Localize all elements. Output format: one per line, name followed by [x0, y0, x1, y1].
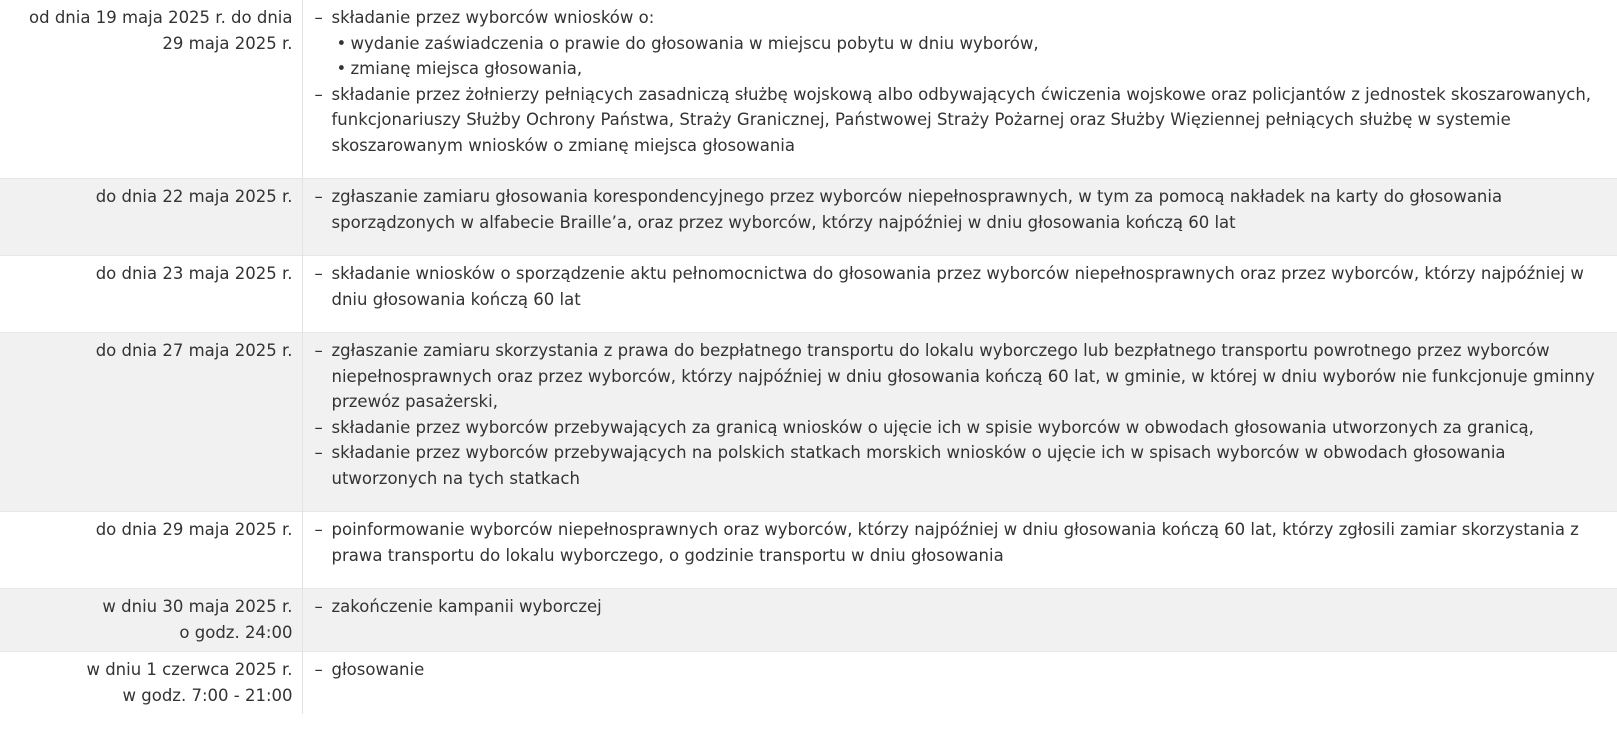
date-cell [0, 512, 302, 589]
activity-cell [302, 512, 1617, 589]
date-text: o godz. 24:00 [179, 622, 293, 642]
date-cell [0, 333, 302, 512]
activity-cell [302, 652, 1617, 715]
activity-text: głosowanie [331, 660, 425, 679]
date-text: do dnia 29 maja 2025 r. [95, 520, 293, 539]
date-cell [0, 652, 302, 715]
date-text: do dnia 27 maja 2025 r. [95, 341, 293, 360]
date-text: do dnia 22 maja 2025 r. [95, 187, 293, 206]
calendar-row [0, 589, 1617, 652]
date-cell [0, 0, 302, 179]
activity-cell [302, 589, 1617, 652]
activity-item [315, 261, 1610, 312]
activity-cell [302, 0, 1617, 179]
calendar-row [0, 179, 1617, 256]
bullet-marker: • [336, 33, 347, 53]
sub-list-item [332, 56, 1610, 82]
activity-cell [302, 179, 1617, 256]
activity-text: składanie wniosków o sporządzenie aktu pełnomocnictwa do głosowania przez wyborców niepełnosprawnych oraz przez wyborców, którzy najpóźniej w dniu głosowania kończą 60 lat [331, 264, 1584, 309]
dash-marker: – [314, 597, 323, 616]
date-text: w dniu 1 czerwca 2025 r. [86, 660, 293, 679]
bullet-marker: • [336, 59, 347, 78]
activity-text: zgłaszanie zamiaru głosowania korespondencyjnego przez wyborców niepełnosprawnych, w tym za pomocą nakładek na karty do głosowania sporządzonych w alfabecie Braille’a, oraz przez wyborców, którzy najpóźniej w dniu głosowania kończą 60 lat [331, 187, 1503, 232]
activity-item [315, 657, 1610, 683]
activity-text: składanie przez żołnierzy pełniących zasadniczą służbę wojskową albo odbywających ćwiczenia wojskowe oraz policjantów z jednostek skoszarowanych, funkcjonariuszy Służby Ochrony Państwa, Straży Granicznej, Państwowej Straży Pożarnej oraz Służby Więziennej pełniących służbę w systemie skoszarowanym wniosków o zmianę miejsca głosowania [331, 84, 1592, 155]
date-cell [0, 179, 302, 256]
activity-item [315, 184, 1610, 235]
date-text: 29 maja 2025 r. [162, 33, 293, 53]
activity-cell [302, 256, 1617, 333]
activity-text: poinformowanie wyborców niepełnosprawnych oraz wyborców, którzy najpóźniej w dniu głosowania kończą 60 lat, którzy zgłosili zamiar skorzystania z prawa transportu do lokalu wyborczego, o godzinie transportu w dniu głosowania [331, 520, 1579, 565]
calendar-row [0, 512, 1617, 589]
dash-marker: – [314, 443, 323, 462]
activity-item [315, 5, 1610, 82]
sub-item-text: wydanie zaświadczenia o prawie do głosowania w miejscu pobytu w dniu wyborów, [350, 33, 1039, 53]
date-text: od dnia 19 maja 2025 r. do dnia [29, 8, 293, 27]
dash-marker: – [314, 264, 323, 283]
activity-item [315, 517, 1610, 568]
dash-marker: – [314, 417, 323, 437]
sub-list-item [332, 31, 1610, 57]
date-cell [0, 589, 302, 652]
activity-text: składanie przez wyborców przebywających za granicą wniosków o ujęcie ich w spisie wyborców w obwodach głosowania utworzonych za granicą, [331, 417, 1534, 437]
activity-cell [302, 333, 1617, 512]
date-text: do dnia 23 maja 2025 r. [95, 264, 293, 283]
dash-marker: – [314, 660, 323, 679]
activity-item [315, 82, 1610, 159]
activity-text: składanie przez wyborców wniosków o: [331, 8, 655, 27]
date-text: w dniu 30 maja 2025 r. [102, 597, 293, 616]
date-text: w godz. 7:00 - 21:00 [122, 685, 293, 705]
activity-text: składanie przez wyborców przebywających na polskich statkach morskich wniosków o ujęcie ich w spisach wyborców w obwodach głosowania utworzonych na tych statkach [331, 443, 1506, 488]
calendar-row [0, 333, 1617, 512]
sub-item-text: zmianę miejsca głosowania, [350, 59, 583, 78]
calendar-row [0, 0, 1617, 179]
dash-marker: – [314, 84, 323, 104]
activity-item [315, 594, 1610, 620]
dash-marker: – [314, 187, 323, 206]
activity-item [315, 338, 1610, 415]
activity-text: zakończenie kampanii wyborczej [331, 597, 602, 616]
dash-marker: – [314, 8, 323, 27]
activity-item [315, 415, 1610, 441]
activity-text: zgłaszanie zamiaru skorzystania z prawa do bezpłatnego transportu do lokalu wyborczego lub bezpłatnego transportu powrotnego przez wyborców niepełnosprawnych oraz przez wyborców, którzy najpóźniej w dniu głosowania kończą 60 lat, w gminie, w której w dniu wyborów nie funkcjonuje gminny przewóz pasażerski, [331, 341, 1595, 411]
calendar-row [0, 652, 1617, 715]
dash-marker: – [314, 520, 323, 539]
dash-marker: – [314, 341, 323, 360]
sub-list [332, 31, 1610, 82]
calendar-row [0, 256, 1617, 333]
date-cell [0, 256, 302, 333]
activity-item [315, 440, 1610, 491]
